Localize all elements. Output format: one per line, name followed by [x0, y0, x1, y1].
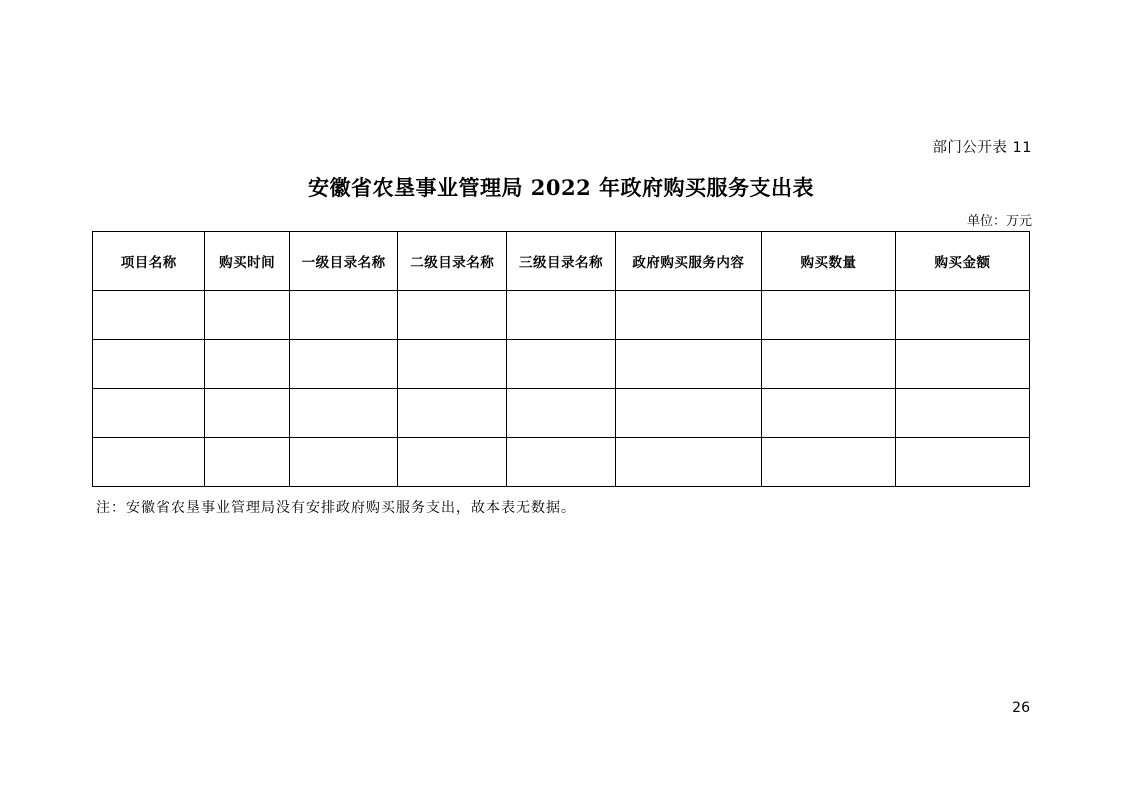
table-cell — [507, 291, 616, 340]
table-cell — [507, 340, 616, 389]
column-header-level3-catalog: 三级目录名称 — [507, 232, 616, 291]
table-cell — [507, 389, 616, 438]
table-cell — [93, 389, 205, 438]
table-header-row — [93, 232, 1030, 291]
table-cell — [205, 389, 289, 438]
table-cell — [289, 340, 398, 389]
table-cell — [398, 389, 507, 438]
table-cell — [93, 340, 205, 389]
table-cell — [762, 340, 896, 389]
column-header-purchase-time: 购买时间 — [205, 232, 289, 291]
table-head — [93, 232, 1030, 291]
unit-label: 单位：万元 — [966, 214, 1032, 229]
table-cell — [205, 438, 289, 487]
table-cell — [895, 340, 1029, 389]
table-cell — [615, 389, 761, 438]
table-row — [93, 389, 1030, 438]
expenditure-table — [92, 231, 1030, 487]
column-header-purchase-quantity: 购买数量 — [762, 232, 896, 291]
table-cell — [615, 438, 761, 487]
form-tag: 部门公开表 11 — [932, 140, 1032, 156]
table-cell — [762, 389, 896, 438]
column-header-purchase-amount: 购买金额 — [895, 232, 1029, 291]
column-header-service-content: 政府购买服务内容 — [615, 232, 761, 291]
table-row — [93, 438, 1030, 487]
table-cell — [289, 438, 398, 487]
column-header-project-name: 项目名称 — [93, 232, 205, 291]
page-number: 26 — [1012, 700, 1030, 716]
table-cell — [289, 389, 398, 438]
table-cell — [762, 438, 896, 487]
table-cell — [205, 291, 289, 340]
table-cell — [615, 340, 761, 389]
column-header-level2-catalog: 二级目录名称 — [398, 232, 507, 291]
page-title: 安徽省农垦事业管理局 2022 年政府购买服务支出表 — [307, 175, 815, 200]
table-cell — [895, 438, 1029, 487]
table-cell — [895, 389, 1029, 438]
table-body — [93, 291, 1030, 487]
table-cell — [398, 291, 507, 340]
table-cell — [289, 291, 398, 340]
table-cell — [507, 438, 616, 487]
table-cell — [93, 291, 205, 340]
expenditure-table-container — [92, 231, 1030, 487]
table-row — [93, 340, 1030, 389]
column-header-level1-catalog: 一级目录名称 — [289, 232, 398, 291]
table-cell — [762, 291, 896, 340]
table-cell — [93, 438, 205, 487]
table-cell — [895, 291, 1029, 340]
table-cell — [398, 438, 507, 487]
table-row — [93, 291, 1030, 340]
table-cell — [398, 340, 507, 389]
table-note: 注：安徽省农垦事业管理局没有安排政府购买服务支出，故本表无数据。 — [96, 500, 576, 516]
table-cell — [615, 291, 761, 340]
table-cell — [205, 340, 289, 389]
